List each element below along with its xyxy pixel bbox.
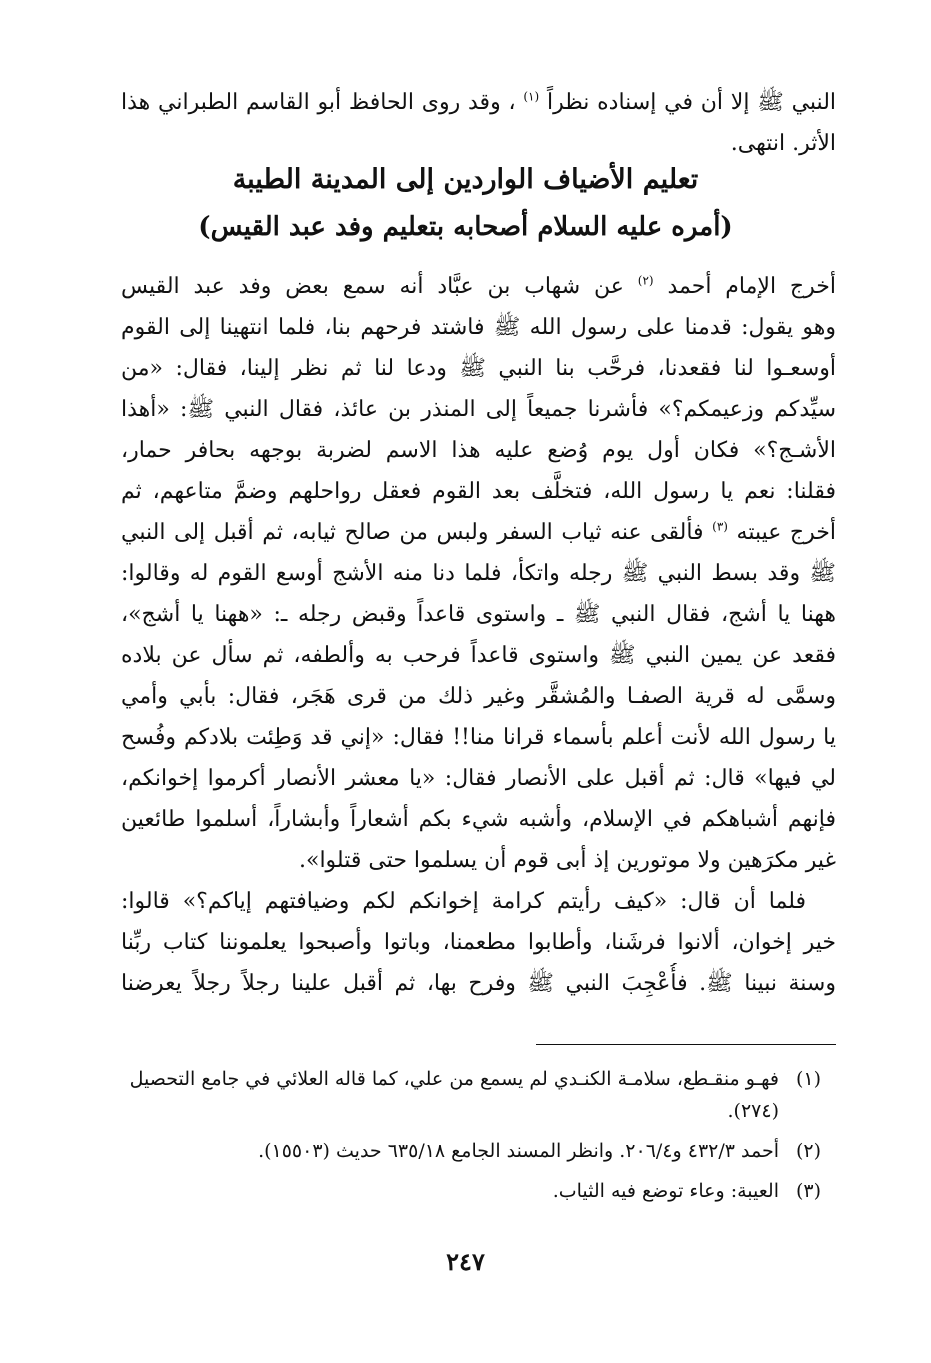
body-line-5: الأشـج؟» فكان أول يوم وُضع عليه هذا الاسم لضربة بوجهه بحافر حمار، [121,438,836,463]
body-line-10: فقعد عن يمين النبي ﷺ واستوى قاعداً فرحب به وألطفه، ثم سأل عن بلاده [121,643,836,668]
body-text-1a: أخرج الإمام أحمد [667,274,836,299]
body-line-18: وسنة نبينا ﷺ. فأُعْجِبَ النبي ﷺ وفرح بها، ثم أقبل علينا رجلاً رجلاً يعرضنا [121,971,836,996]
footnote-2 [121,1135,821,1167]
section-subtitle: (أمره عليه السلام أصحابه بتعليم وفد عبد القيس) [198,212,733,242]
body-line-13: لي فيها» قال: ثم أقبل على الأنصار فقال: «يا معشر الأنصار أكرموا إخوانكم، [121,766,836,791]
body-line-16: فلما أن قال: «كيف رأيتم كرامة إخوانكم لكم وضيافتهم إياكم؟» قالوا: [121,889,806,914]
footnote-text: فهـو منقـطع، سلامـة الكنـدي لم يسمع من علي، كما قاله العلائي في جامع التحصيل (٢٧٤). [129,1068,779,1122]
intro-paragraph [121,82,836,164]
intro-line-2: الأثر. انتهى. [730,131,836,156]
body-line-6: فقلنا: نعم يا رسول الله، فتخلَّف بعد القوم فعقل رواحلهم وضمَّ متاعهم، ثم [121,479,836,504]
footnote-number: (٢) [795,1140,821,1162]
footnote-ref-2: (٢) [637,273,654,288]
body-text-1b: عن شهاب بن عبَّاد أنه سمع بعض وفد عبد القيس [121,274,624,299]
footnote-text: أحمد ٤٣٢/٣ و٢٠٦/٤. وانظر المسند الجامع ٦٣٥/١٨ حديث (١٥٥٠٣). [258,1140,779,1162]
body-line-4: سيِّدكم وزعيمكم؟» فأشرنا جميعاً إلى المنذر بن عائذ، فقال النبي ﷺ: «أهذا [121,397,836,422]
footnote-text: العيبة: وعاء توضع فيه الثياب. [552,1180,779,1202]
body-line-17: خير إخوان، ألانوا فرشَنا، وأطابوا مطعمنا، وباتوا وأصبحوا يعلموننا كتاب ربِّنا [121,930,836,955]
footnote-1 [121,1063,821,1127]
intro-text-1a: النبي ﷺ إلا أن في إسناده نظراً [546,90,836,115]
body-line-3: أوسعـوا لنا فقعدنا، فرحَّب بنا النبي ﷺ ودعا لنا ثم نظر إلينا، فقال: «من [121,356,836,381]
body-line-15: غير مكرَهين ولا موتورين إذ أبى قوم أن يسلموا حتى قتلوا». [298,848,836,873]
footnote-separator [536,1044,836,1045]
footnote-3 [121,1175,821,1207]
body-line-7 [121,512,836,553]
body-line-14: فإنهم أشباهكم في الإسلام، وأشبه شيء بكم أشعاراً وأبشاراً، أسلموا طائعين [121,807,836,832]
body-line-2: وهو يقول: قدمنا على رسول الله ﷺ فاشتد فرحهم بنا، فلما انتهينا إلى القوم [121,315,836,340]
intro-text-1b: ، وقد روى الحافظ أبو القاسم الطبراني هذا [121,90,516,115]
footnote-ref-1: (١) [523,89,540,104]
body-text-7b: فألقى عنه ثياب السفر ولبس من صالح ثيابه، ثم أقبل إلى النبي [121,520,704,545]
footnote-ref-3: (٣) [712,519,728,534]
body-line-1 [121,266,836,307]
intro-line-1 [121,82,836,123]
body-line-8: ﷺ وقد بسط النبي ﷺ رجله واتكأ، فلما دنا منه الأشج أوسع القوم له وقالوا: [121,561,836,586]
body-line-12: يا رسول الله لأنت أعلم بأسماء قرانا منا!! فقال: «إني قد وَطِئت بلادكم وفُسح [121,725,836,750]
main-paragraph [121,266,836,1004]
footnotes [121,1063,821,1215]
body-line-9: ههنا يا أشج، فقال النبي ﷺ ـ واستوى قاعداً وقبض رجله ـ: «ههنا يا أشج»، [121,602,836,627]
footnote-number: (١) [795,1068,821,1090]
page-number: ٢٤٧ [446,1247,485,1276]
body-text-7a: أخرج عيبته [736,520,836,545]
body-line-11: وسمَّى له قرية الصفـا والمُشقَّر وغير ذلك من قرى هَجَر، فقال: بأبي وأمي [121,684,836,709]
section-title: تعليم الأضياف الواردين إلى المدينة الطيبة [232,164,699,195]
footnote-number: (٣) [795,1180,821,1202]
